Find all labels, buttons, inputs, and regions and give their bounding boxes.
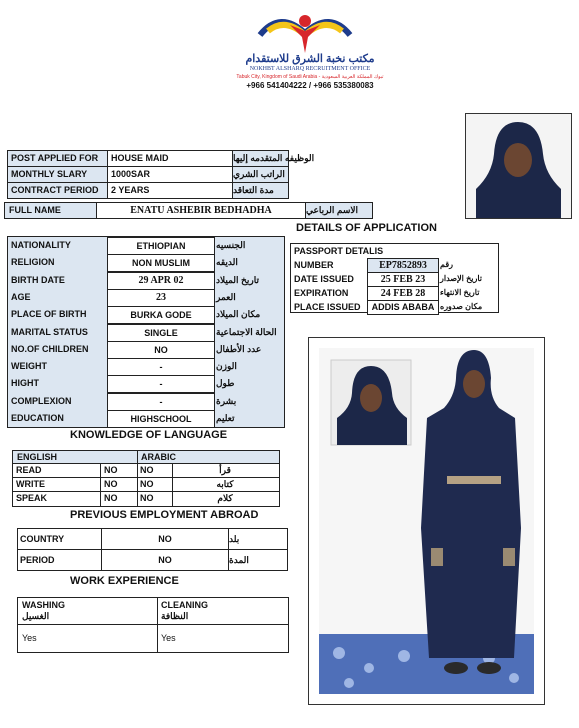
marital-status-value: SINGLE [107, 324, 215, 342]
passport-title: PASSPORT DETALIS [294, 245, 384, 256]
work-cleaning-value: Yes [161, 632, 176, 643]
religion-value: NON MUSLIM [107, 254, 215, 272]
complexion-arabic: بشرة [216, 396, 237, 406]
place-of-birth-value: BURKA GODE [107, 306, 215, 324]
language-col-english: ENGLISH [13, 451, 137, 463]
marital-status-arabic: الحالة الاجتماعية [216, 327, 277, 337]
passport-issued-label: DATE ISSUED [294, 273, 354, 284]
passport-expiration-arabic: تاريخ الانتهاء [440, 288, 480, 297]
language-speak-arabic-level: NO [140, 493, 154, 503]
nationality-value: ETHIOPIAN [107, 237, 215, 255]
language-write-arabic: كتابه [216, 479, 234, 489]
details-title: DETAILS OF APPLICATION [296, 222, 437, 234]
applicant-headshot [465, 113, 572, 219]
work-washing-arabic: الغسيل [22, 611, 50, 621]
passport-expiration-value: 24 FEB 28 [367, 286, 439, 301]
passport-issued-arabic: تاريخ الإصدار [440, 274, 483, 283]
language-read-english: NO [104, 465, 118, 475]
salary-arabic: الراتب الشري [232, 166, 289, 183]
company-name-arabic: مكتب نخبة الشرق للاستقدام [245, 53, 375, 65]
employment-period-label: PERIOD [20, 554, 55, 565]
children-arabic: عدد الأطفال [216, 344, 262, 354]
post-applied-value: HOUSE MAID [107, 150, 233, 167]
language-write-arabic-level: NO [140, 479, 154, 489]
work-washing-value: Yes [22, 632, 37, 643]
religion-label: RELIGION [11, 257, 55, 267]
passport-expiration-label: EXPIRATION [294, 287, 349, 298]
birth-date-arabic: تاريخ الميلاد [216, 275, 259, 285]
age-arabic: العمر [216, 292, 236, 302]
weight-label: WEIGHT [11, 361, 47, 371]
height-label: HIGHT [11, 378, 39, 388]
employment-period-value: NO [158, 554, 172, 565]
contract-period-label: CONTRACT PERIOD [7, 182, 108, 199]
children-label: NO.OF CHILDREN [11, 344, 89, 354]
language-read-arabic-level: NO [140, 465, 154, 475]
company-name-english: NOKHBT ALSHARQ RECRUITMENT OFFICE [249, 66, 371, 72]
place-of-birth-label: PLACE OF BIRTH [11, 309, 87, 319]
language-read-label: READ [16, 465, 42, 475]
weight-value: - [107, 358, 215, 376]
birth-date-label: BIRTH DATE [11, 275, 65, 285]
complexion-value: - [107, 393, 215, 411]
age-label: AGE [11, 292, 31, 302]
passport-number-value: EP7852893 [367, 258, 439, 273]
language-speak-english: NO [104, 493, 118, 503]
language-title: KNOWLEDGE OF LANGUAGE [70, 429, 228, 441]
passport-number-arabic: رقم [440, 260, 454, 269]
passport-number-label: NUMBER [294, 259, 334, 270]
language-read-arabic: قرأ [219, 465, 231, 475]
post-applied-label: POST APPLIED FOR [7, 150, 108, 167]
work-cleaning-label: CLEANING [161, 600, 208, 610]
age-value: 23 [107, 289, 215, 307]
work-washing-label: WASHING [22, 600, 66, 610]
place-of-birth-arabic: مكان الميلاد [216, 309, 261, 319]
birth-date-value: 29 APR 02 [107, 272, 215, 290]
work-cleaning-arabic: النظافة [161, 611, 189, 621]
complexion-label: COMPLEXION [11, 396, 72, 406]
salary-label: MONTHLY SLARY [7, 166, 108, 183]
height-arabic: طول [216, 378, 235, 388]
employment-country-value: NO [158, 533, 172, 544]
employment-period-arabic: المدة [229, 554, 249, 565]
company-phones: +966 541404222 / +966 535380083 [246, 81, 374, 90]
contract-period-value: 2 YEARS [107, 182, 233, 199]
full-name-value: ENATU ASHEBIR BEDHADHA [96, 202, 306, 219]
education-label: EDUCATION [11, 413, 64, 423]
language-col-arabic: ARABIC [137, 451, 279, 463]
nationality-label: NATIONALITY [11, 240, 71, 250]
contract-period-arabic: مدة التعاقد [232, 182, 289, 199]
education-value: HIGHSCHOOL [107, 410, 215, 428]
passport-place-arabic: مكان صدوره [440, 302, 483, 311]
company-logo [250, 5, 360, 57]
marital-status-label: MARITAL STATUS [11, 327, 88, 337]
full-name-label: FULL NAME [4, 202, 97, 219]
passport-place-label: PLACE ISSUED [294, 301, 361, 312]
employment-country-label: COUNTRY [20, 533, 65, 544]
language-write-english: NO [104, 479, 118, 489]
children-value: NO [107, 341, 215, 359]
religion-arabic: الديقه [216, 257, 238, 267]
employment-country-arabic: بلد [229, 533, 240, 544]
company-location: Tabuk City, Kingdom of Saudi Arabia - تبوك المملكة العربية السعودية [236, 74, 384, 80]
salary-value: 1000SAR [107, 166, 233, 183]
applicant-full-photo [308, 337, 545, 705]
height-value: - [107, 375, 215, 393]
language-speak-arabic: كلام [217, 493, 233, 503]
language-speak-label: SPEAK [16, 493, 48, 503]
education-arabic: تعليم [216, 413, 235, 423]
language-write-label: WRITE [16, 479, 45, 489]
weight-arabic: الوزن [216, 361, 237, 371]
passport-place-value: ADDIS ABABA [367, 300, 439, 315]
work-title: WORK EXPERIENCE [70, 575, 179, 587]
post-applied-arabic: الوظيفه المتقدمه إليها [232, 150, 289, 167]
nationality-arabic: الجنسيه [216, 240, 246, 250]
employment-title: PREVIOUS EMPLOYMENT ABROAD [70, 509, 259, 521]
passport-issued-value: 25 FEB 23 [367, 272, 439, 287]
full-name-arabic: الاسم الرباعي [305, 202, 373, 219]
